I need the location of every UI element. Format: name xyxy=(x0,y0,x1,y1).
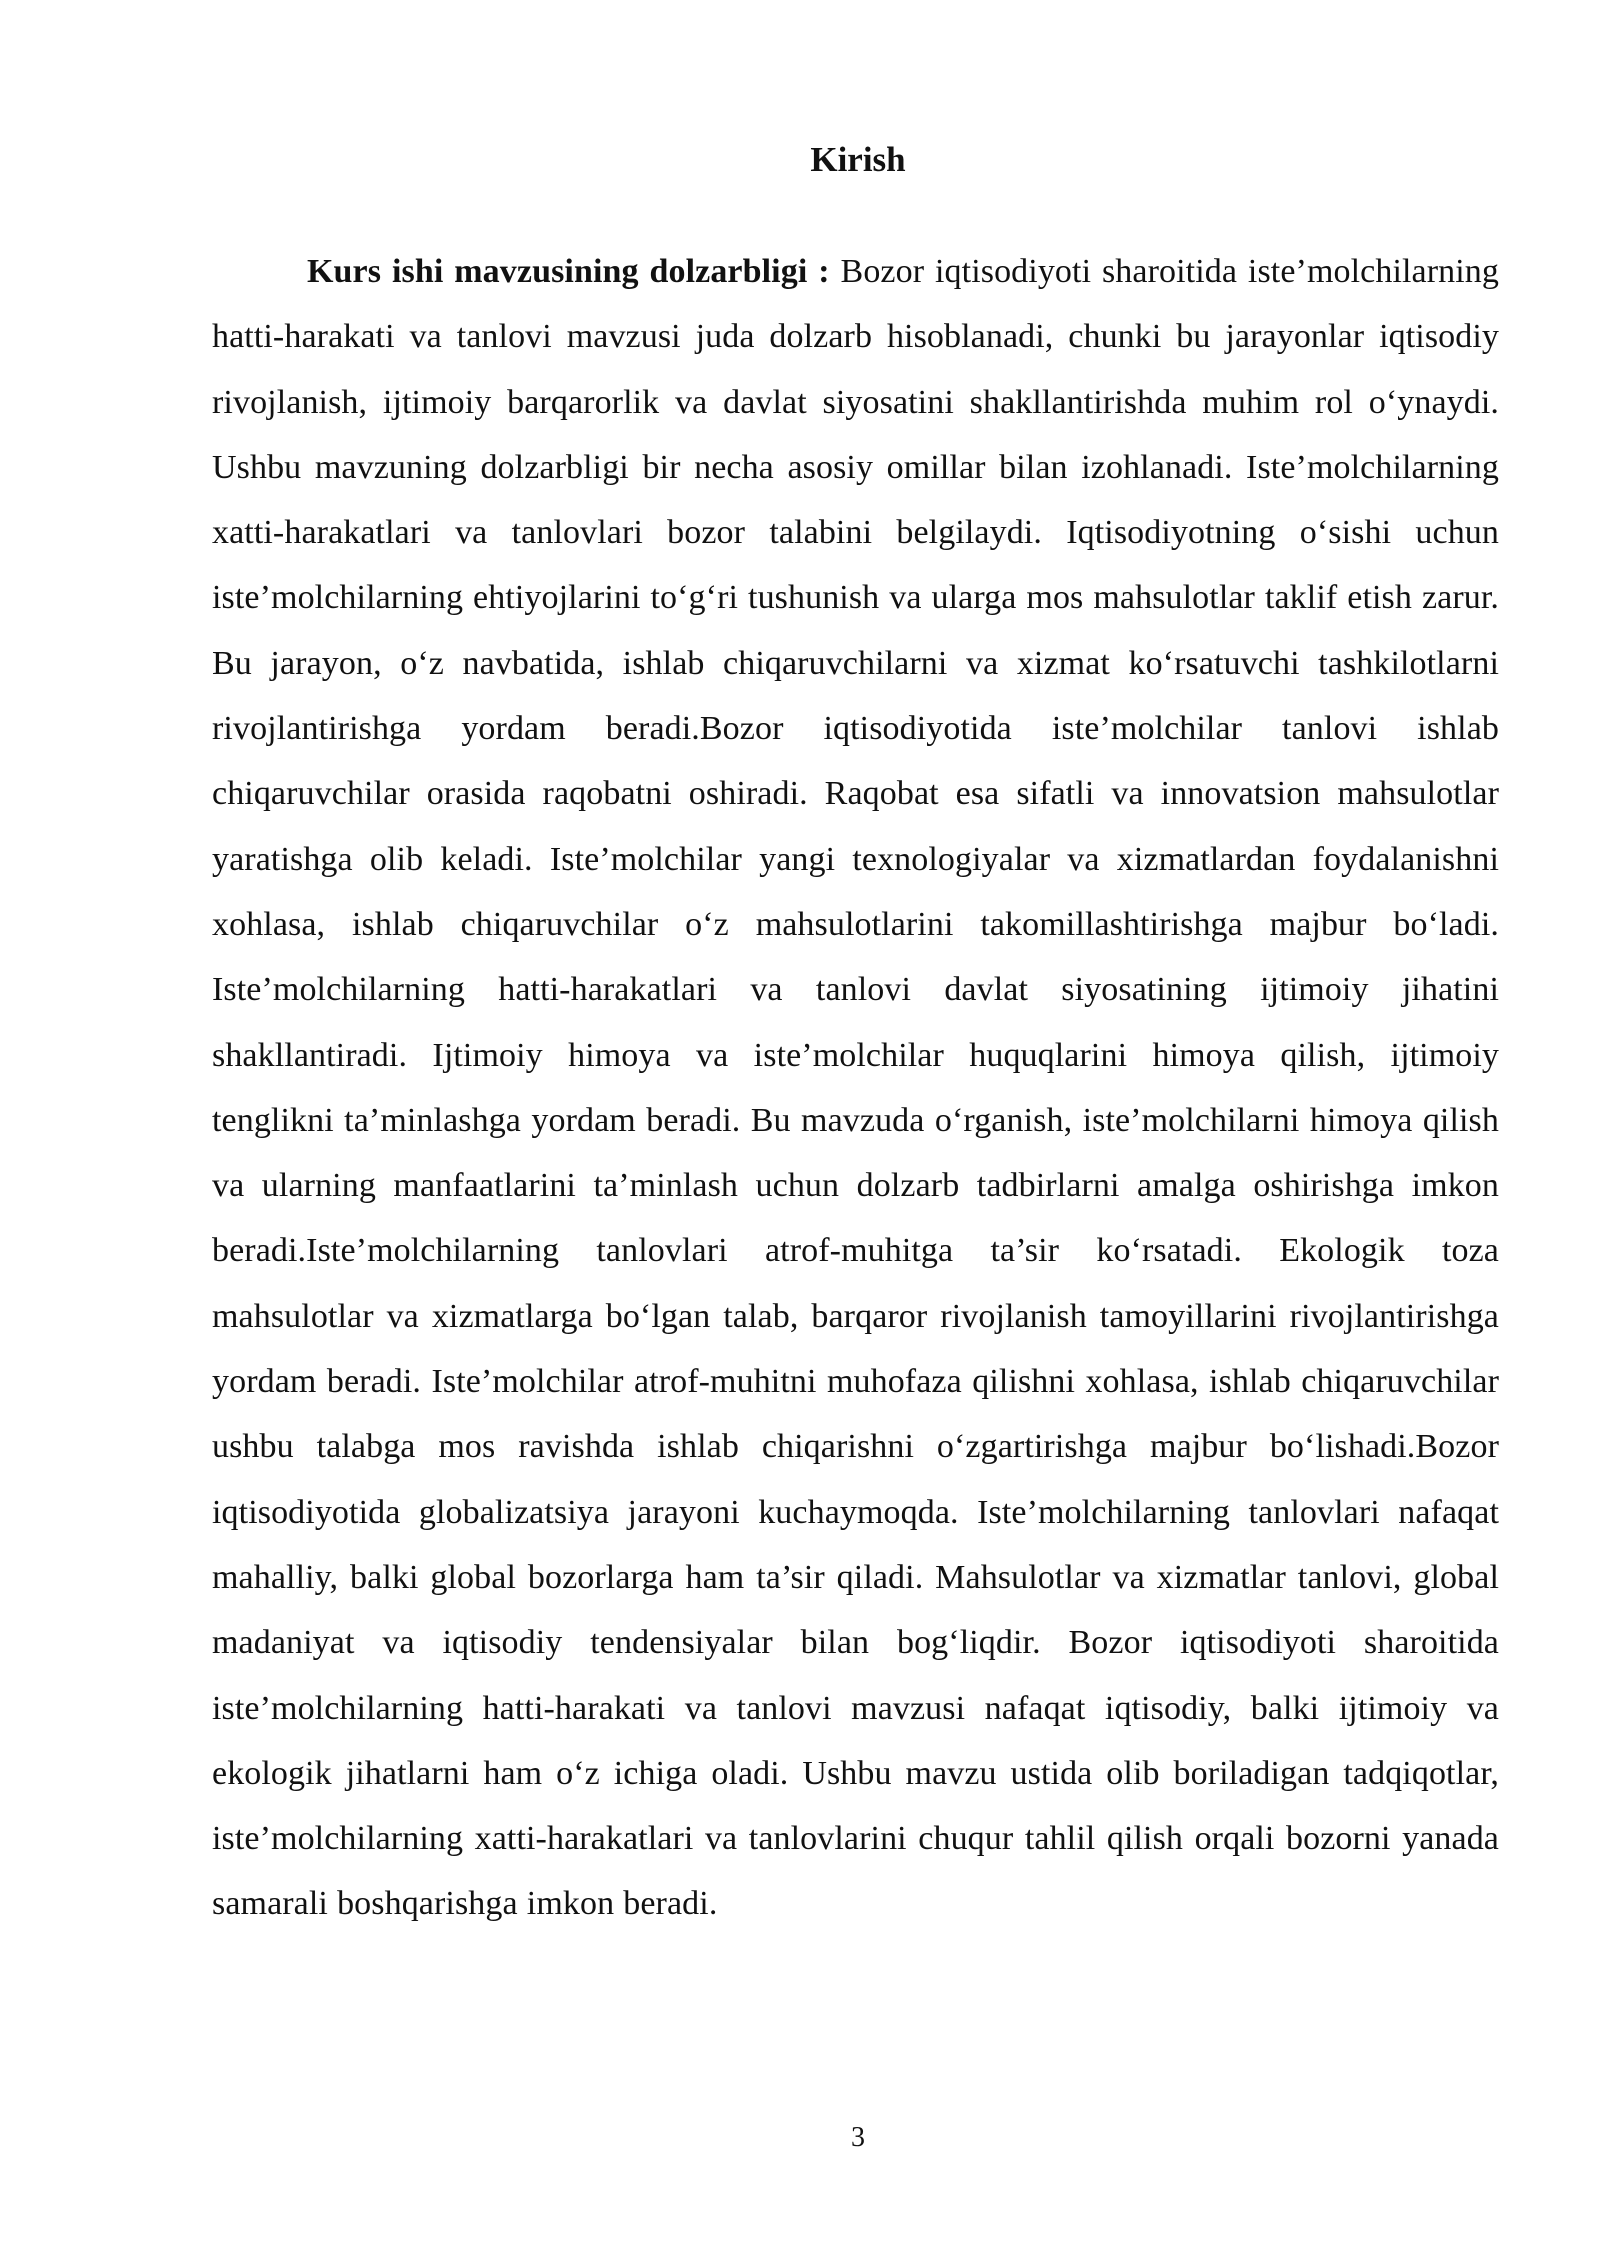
body-paragraph xyxy=(212,239,1499,1937)
page-number: 3 xyxy=(851,2122,865,2153)
paragraph-text: Bozor iqtisodiyoti sharoitida iste’molchilarning hatti-harakati va tanlovi mavzusi juda dolzarb hisoblanadi, chunki bu jarayonlar iqtisodiy rivojlanish, ijtimoiy barqarorlik va davlat siyosatini shakllantirishda muhim rol o‘ynaydi. Ushbu mavzuning dolzarbligi bir necha asosiy omillar bilan izohlanadi. Iste’molchilarning xatti-harakatlari va tanlovlari bozor talabini belgilaydi. Iqtisodiyotning o‘sishi uchun iste’molchilarning ehtiyojlarini to‘g‘ri tushunish va ularga mos mahsulotlar taklif etish zarur. Bu jarayon, o‘z navbatida, ishlab chiqaruvchilarni va xizmat ko‘rsatuvchi tashkilotlarni rivojlantirishga yordam beradi.Bozor iqtisodiyotida iste’molchilar tanlovi ishlab chiqaruvchilar orasida raqobatni oshiradi. Raqobat esa sifatli va innovatsion mahsulotlar yaratishga olib keladi. Iste’molchilar yangi texnologiyalar va xizmatlardan foydalanishni xohlasa, ishlab chiqaruvchilar o‘z mahsulotlarini takomillashtirishga majbur bo‘ladi. Iste’molchilarning hatti-harakatlari va tanlovi davlat siyosatining ijtimoiy jihatini shakllantiradi. Ijtimoiy himoya va iste’molchilar huquqlarini himoya qilish, ijtimoiy tenglikni ta’minlashga yordam beradi. Bu mavzuda o‘rganish, iste’molchilarni himoya qilish va ularning manfaatlarini ta’minlash uchun dolzarb tadbirlarni amalga oshirishga imkon beradi.Iste’molchilarning tanlovlari atrof-muhitga ta’sir ko‘rsatadi. Ekologik toza mahsulotlar va xizmatlarga bo‘lgan talab, barqaror rivojlanish tamoyillarini rivojlantirishga yordam beradi. Iste’molchilar atrof-muhitni muhofaza qilishni xohlasa, ishlab chiqaruvchilar ushbu talabga mos ravishda ishlab chiqarishni o‘zgartirishga majbur bo‘lishadi.Bozor iqtisodiyotida globalizatsiya jarayoni kuchaymoqda. Iste’molchilarning tanlovlari nafaqat mahalliy, balki global bozorlarga ham ta’sir qiladi. Mahsulotlar va xizmatlar tanlovi, global madaniyat va iqtisodiy tendensiyalar bilan bog‘liqdir. Bozor iqtisodiyoti sharoitida iste’molchilarning hatti-harakati va tanlovi mavzusi nafaqat iqtisodiy, balki ijtimoiy va ekologik jihatlarni ham o‘z ichiga oladi. Ushbu mavzu ustida olib boriladigan tadqiqotlar, iste’molchilarning xatti-harakatlari va tanlovlarini chuqur tahlil qilish orqali bozorni yanada samarali boshqarishga imkon beradi. xyxy=(212,253,1499,1923)
paragraph-lead: Kurs ishi mavzusining dolzarbligi : xyxy=(307,253,830,290)
section-heading: Kirish xyxy=(810,140,906,179)
